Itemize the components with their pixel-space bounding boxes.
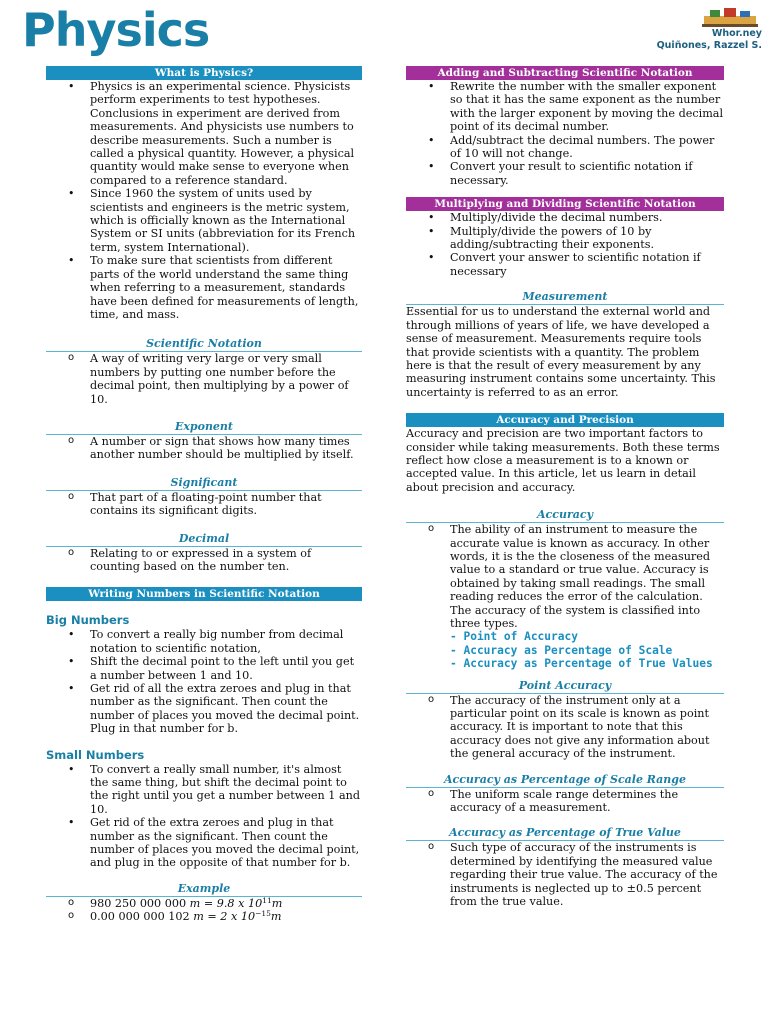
scientific-notation-heading: Scientific Notation [46, 337, 362, 352]
example-heading: Example [46, 882, 362, 897]
example-row [46, 910, 362, 923]
list-item: • To convert a really small number, it's almost the same thing, but shift the decimal point to the right until you get a number between 1 and 10. [46, 763, 362, 817]
scale-range-heading: Accuracy as Percentage of Scale Range [406, 773, 724, 788]
exponent-heading: Exponent [46, 420, 362, 435]
small-numbers-list [46, 763, 362, 870]
author-name: Quiñones, Razzel S. [656, 40, 762, 51]
scale-range-list [406, 788, 724, 815]
unit-label: m [271, 896, 283, 910]
accuracy-precision-text: Accuracy and precision are two important factors to consider while taking measurements. Both these terms reflect how close a measurement is to a known or accepted value. In this article, let us learn in detail about precision and accuracy. [406, 427, 720, 494]
example-list [46, 897, 362, 924]
list-item: • To make sure that scientists from different parts of the world understand the same thing when referring to a measurement, standards have been defined for measurements of length, time, and mass. [46, 254, 362, 321]
list-item: o Relating to or expressed in a system of counting based on the number ten. [46, 547, 362, 574]
point-accuracy-heading: Point Accuracy [406, 679, 724, 694]
exponent-list [46, 435, 362, 462]
right-column [406, 66, 724, 909]
list-item: o A number or sign that shows how many times another number should be multiplied by itself. [46, 435, 362, 462]
measurement-heading: Measurement [406, 290, 724, 305]
significant-list [46, 491, 362, 518]
list-item: • Convert your answer to scientific notation if necessary [406, 251, 724, 278]
measurement-text: Essential for us to understand the external world and through millions of years of life, we have developed a sense of measurement. Measurements require tools that provide scientists with a quantity. The problem here is that the result of every measurement by any measuring instrument contains some uncertainty. This uncertainty is referred to as an error. [406, 305, 716, 399]
mul-div-list [406, 211, 724, 278]
list-item: • Convert your result to scientific notation if necessary. [406, 160, 724, 187]
exponent-value: −15 [255, 909, 271, 919]
true-value-heading: Accuracy as Percentage of True Value [406, 826, 724, 841]
list-item [406, 523, 724, 670]
point-accuracy-list [406, 694, 724, 761]
brand-logo-icon [700, 6, 760, 28]
list-item: • Add/subtract the decimal numbers. The power of 10 will not change. [406, 134, 724, 161]
list-item: • Rewrite the number with the smaller exponent so that it has the same exponent as the number with the larger exponent by moving the decimal point of its decimal number. [406, 80, 724, 134]
list-item: • To convert a really big number from decimal notation to scientific notation, [46, 628, 362, 655]
small-numbers-heading: Small Numbers [46, 747, 145, 762]
what-is-physics-heading: What is Physics? [46, 66, 362, 80]
example-value: 0.00 000 000 102 [90, 910, 190, 924]
equation: = 9.8 x 10 [203, 896, 263, 910]
example-value: 980 250 000 000 [90, 896, 187, 910]
add-sub-heading: Adding and Subtracting Scientific Notation [406, 66, 724, 80]
mul-div-heading: Multiplying and Dividing Scientific Notation [406, 197, 724, 211]
left-column [46, 66, 362, 924]
exponent-value: 11 [262, 895, 272, 905]
accuracy-type: - Point of Accuracy [450, 630, 578, 644]
list-item: • Since 1960 the system of units used by scientists and engineers is the metric system, which is officially known as the International System or SI units (abbreviation for its French term, system International). [46, 187, 362, 254]
big-numbers-heading: Big Numbers [46, 613, 130, 628]
unit-label: m [270, 910, 282, 924]
author-brand [656, 6, 762, 52]
list-item: o That part of a floating-point number that contains its significant digits. [46, 491, 362, 518]
list-item: • Get rid of all the extra zeroes and plug in that number as the significant. Then count the number of places you moved the decimal point. Plug in that number for b. [46, 682, 362, 736]
big-numbers-list [46, 628, 362, 735]
accuracy-type: - Accuracy as Percentage of Scale [450, 643, 673, 657]
decimal-list [46, 547, 362, 574]
example-row [46, 897, 362, 910]
list-item: o A way of writing very large or very small numbers by putting one number before the decimal point, then multiplying by a power of 10. [46, 352, 362, 406]
accuracy-text: The ability of an instrument to measure the accurate value is known as accuracy. In other words, it is the the closeness of the measured value to a standard or true value. Accuracy is obtained by taking small readings. The small reading reduces the error of the calculation. The accuracy of the system is classified into three types. [450, 523, 711, 630]
list-item: • Multiply/divide the powers of 10 by adding/subtracting their exponents. [406, 225, 724, 252]
list-item: o The uniform scale range determines the accuracy of a measurement. [406, 788, 724, 815]
accuracy-list [406, 523, 724, 670]
list-item: • Multiply/divide the decimal numbers. [406, 211, 724, 224]
accuracy-type: - Accuracy as Percentage of True Values [450, 657, 713, 671]
list-item: o Such type of accuracy of the instruments is determined by identifying the measured value regarding their true value. The accuracy of the instruments is neglected up to ±0.5 percent from the true value. [406, 841, 724, 908]
what-is-physics-list [46, 80, 362, 321]
unit-label: m [189, 896, 201, 910]
writing-numbers-heading: Writing Numbers in Scientific Notation [46, 587, 362, 601]
list-item: • Get rid of the extra zeroes and plug in that number as the significant. Then count the number of places you moved the decimal point, and plug in the opposite of that number for b. [46, 816, 362, 870]
unit-label: m [193, 910, 204, 924]
significant-heading: Significant [46, 476, 362, 491]
scientific-notation-list [46, 352, 362, 406]
list-item: • Physics is an experimental science. Physicists perform experiments to test hypotheses. Conclusions in experiment are derived from measurements. And physicists use numbers to describe measurements. Such a number is called a physical quantity. However, a physical quantity would make sense to everyone when compared to a reference standard. [46, 80, 362, 187]
add-sub-list [406, 80, 724, 187]
accuracy-heading: Accuracy [406, 508, 724, 523]
decimal-heading: Decimal [46, 532, 362, 547]
accuracy-precision-heading: Accuracy and Precision [406, 413, 724, 427]
page-title: Physics [22, 3, 210, 57]
equation: = 2 x 10 [207, 910, 256, 924]
true-value-list [406, 841, 724, 908]
list-item: • Shift the decimal point to the left until you get a number between 1 and 10. [46, 655, 362, 682]
brand-name: Whor.ney [711, 28, 762, 39]
list-item: o The accuracy of the instrument only at a particular point on its scale is known as point accuracy. It is important to note that this accuracy does not give any information about the general accuracy of the instrument. [406, 694, 724, 761]
